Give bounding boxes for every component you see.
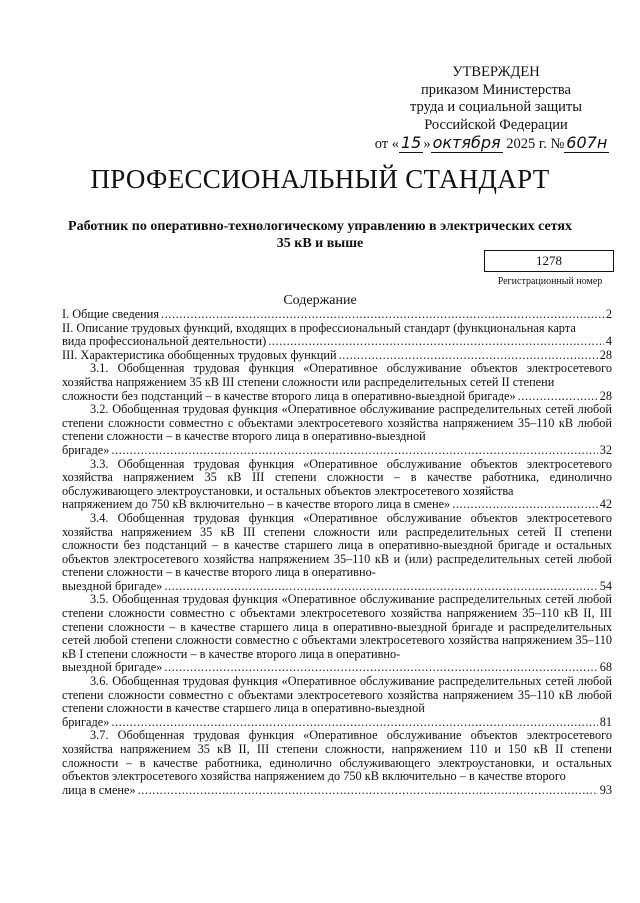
- toc-entry-text: II. Описание трудовых функций, входящих в профессиональный стандарт (функциональная карта: [62, 321, 576, 335]
- toc-entry: [62, 512, 612, 594]
- document-title: ПРОФЕССИОНАЛЬНЫЙ СТАНДАРТ: [90, 164, 550, 194]
- toc-page-number: 54: [599, 578, 612, 593]
- subtitle-line-1: Работник по оперативно-технологическому управлению в электрических сетях: [68, 219, 572, 234]
- handwritten-month: октября: [432, 133, 501, 152]
- approval-line-1: приказом Министерства: [421, 81, 571, 98]
- subtitle-line-2: 35 кВ и выше: [276, 236, 364, 251]
- toc-entry-text: III. Характеристика обобщенных трудовых функций: [62, 348, 337, 362]
- dot-leader: [111, 444, 597, 458]
- registration-number-caption: Регистрационный номер: [497, 276, 603, 287]
- toc-page-number: 68: [599, 660, 612, 675]
- toc-entry-last-line: бригаде»: [62, 714, 110, 729]
- dot-leader: [111, 716, 597, 730]
- toc-page-number: 93: [599, 782, 612, 797]
- toc-page-number: 32: [599, 442, 612, 457]
- dot-leader: [164, 580, 597, 594]
- toc-entry: [62, 729, 612, 797]
- registration-number-box: 1278: [484, 250, 614, 272]
- toc-page-number: 28: [599, 348, 612, 362]
- toc-entry-text: I. Общие сведения: [62, 308, 159, 321]
- toc-entry-last-line: лица в смене»: [62, 782, 136, 797]
- approval-line-2: труда и социальной защиты: [410, 99, 582, 115]
- toc-entry-last-line: напряжением до 750 кВ включительно – в качестве второго лица в смене»: [62, 497, 451, 512]
- toc-entry: [62, 403, 612, 457]
- toc-page-number: 81: [599, 714, 612, 729]
- handwritten-order-number: 607н: [566, 133, 608, 152]
- toc-entry: [62, 322, 612, 349]
- approval-block: [376, 64, 616, 154]
- dot-leader: [268, 335, 604, 349]
- toc-entry-text: 3.5. Обобщенная трудовая функция «Оперативное обслуживание распределительных сетей любой степени сложности совместно с объектами электросетевого хозяйства напряжением 35–110 кВ II, III степени сложности – в качестве старшего лица в оперативно-выездной бригаде и распределительных сетей любой степени сложности совместно с объектами электросетевого хозяйства напряжением 35–110 кВ I степени сложности – в качестве второго лица в оперативно-: [62, 593, 612, 661]
- dot-leader: [164, 661, 597, 675]
- toc-page-number: 2: [605, 308, 612, 321]
- dot-leader: [452, 498, 598, 512]
- table-of-contents: [62, 308, 612, 797]
- toc-entry-text: 3.1. Обобщенная трудовая функция «Оперативное обслуживание объектов электросетевого хозяйства напряжением 35 кВ III степени сложности или распределительных сетей II степени: [62, 362, 612, 389]
- toc-entry-text: 3.6. Обобщенная трудовая функция «Оперативное обслуживание распределительных сетей любой степени сложности совместно с объектами электросетевого хозяйства напряжением 35–110 кВ любой степени сложности в качестве старшего лица в оперативно-выездной: [62, 675, 612, 716]
- dot-leader: [339, 349, 598, 363]
- toc-entry-text: 3.7. Обобщенная трудовая функция «Оперативное обслуживание объектов электросетевого хозяйства напряжением 35 кВ II, III степени сложности, напряжением 110 и 150 кВ II степени сложности – в качестве работника, единолично обслуживающего электроустановки, и остальных объектов электросетевого хозяйства напряжением до 750 кВ включительно – в качестве второго: [62, 729, 612, 784]
- toc-heading: Содержание: [283, 293, 357, 308]
- toc-entry-last-line: бригаде»: [62, 442, 110, 457]
- approval-date-line: [368, 134, 616, 154]
- approval-line-3: Российской Федерации: [424, 116, 568, 133]
- date-mid: »: [423, 136, 431, 152]
- toc-entry: [62, 593, 612, 675]
- toc-entry-text: 3.4. Обобщенная трудовая функция «Оперативное обслуживание объектов электросетевого хозяйства напряжением 35 кВ III степени сложности или распределительных сетей II степени сложности без подстанций – в качестве старшего лица в оперативно-выездной бригаде и остальных объектов электросетевого хозяйства напряжением 35–110 кВ и (или) распределительных сетей любой степени сложности – в качестве второго лица в оперативно-: [62, 511, 612, 580]
- date-year: 2025 г. №: [506, 136, 565, 152]
- toc-entry-text: 3.3. Обобщенная трудовая функция «Оперативное обслуживание объектов электросетевого хозяйства напряжением 35 кВ III степени сложности – в качестве работника, единолично обслуживающего электроустановки, и остальных объектов электросетевого хозяйства: [62, 457, 612, 498]
- toc-entry: [62, 349, 612, 363]
- toc-entry-last-line: выездной бригаде»: [62, 578, 163, 593]
- approval-heading: УТВЕРЖДЕН: [452, 64, 540, 80]
- handwritten-day: 15: [400, 133, 422, 152]
- toc-entry-text: 3.2. Обобщенная трудовая функция «Оперативное обслуживание распределительных сетей любой степени сложности совместно с объектами электросетевого хозяйства напряжением 35–110 кВ любой степени сложности – в качестве второго лица в оперативно-выездной: [62, 403, 612, 444]
- toc-page-number: 4: [605, 334, 612, 349]
- toc-entry: [62, 362, 612, 403]
- toc-entry-last-line: вида профессиональной деятельности): [62, 334, 267, 349]
- toc-page-number: 42: [599, 497, 612, 512]
- toc-entry: [62, 458, 612, 512]
- dot-leader: [161, 308, 604, 322]
- toc-entry-last-line: сложности без подстанций – в качестве второго лица в оперативно-выездной бригаде»: [62, 388, 516, 403]
- toc-entry-last-line: выездной бригаде»: [62, 660, 163, 675]
- toc-entry: [62, 308, 612, 322]
- dot-leader: [138, 784, 598, 798]
- dot-leader: [518, 390, 598, 404]
- toc-entry: [62, 675, 612, 729]
- date-prefix: от «: [374, 136, 399, 152]
- toc-page-number: 28: [599, 388, 612, 403]
- document-subtitle: [40, 218, 600, 252]
